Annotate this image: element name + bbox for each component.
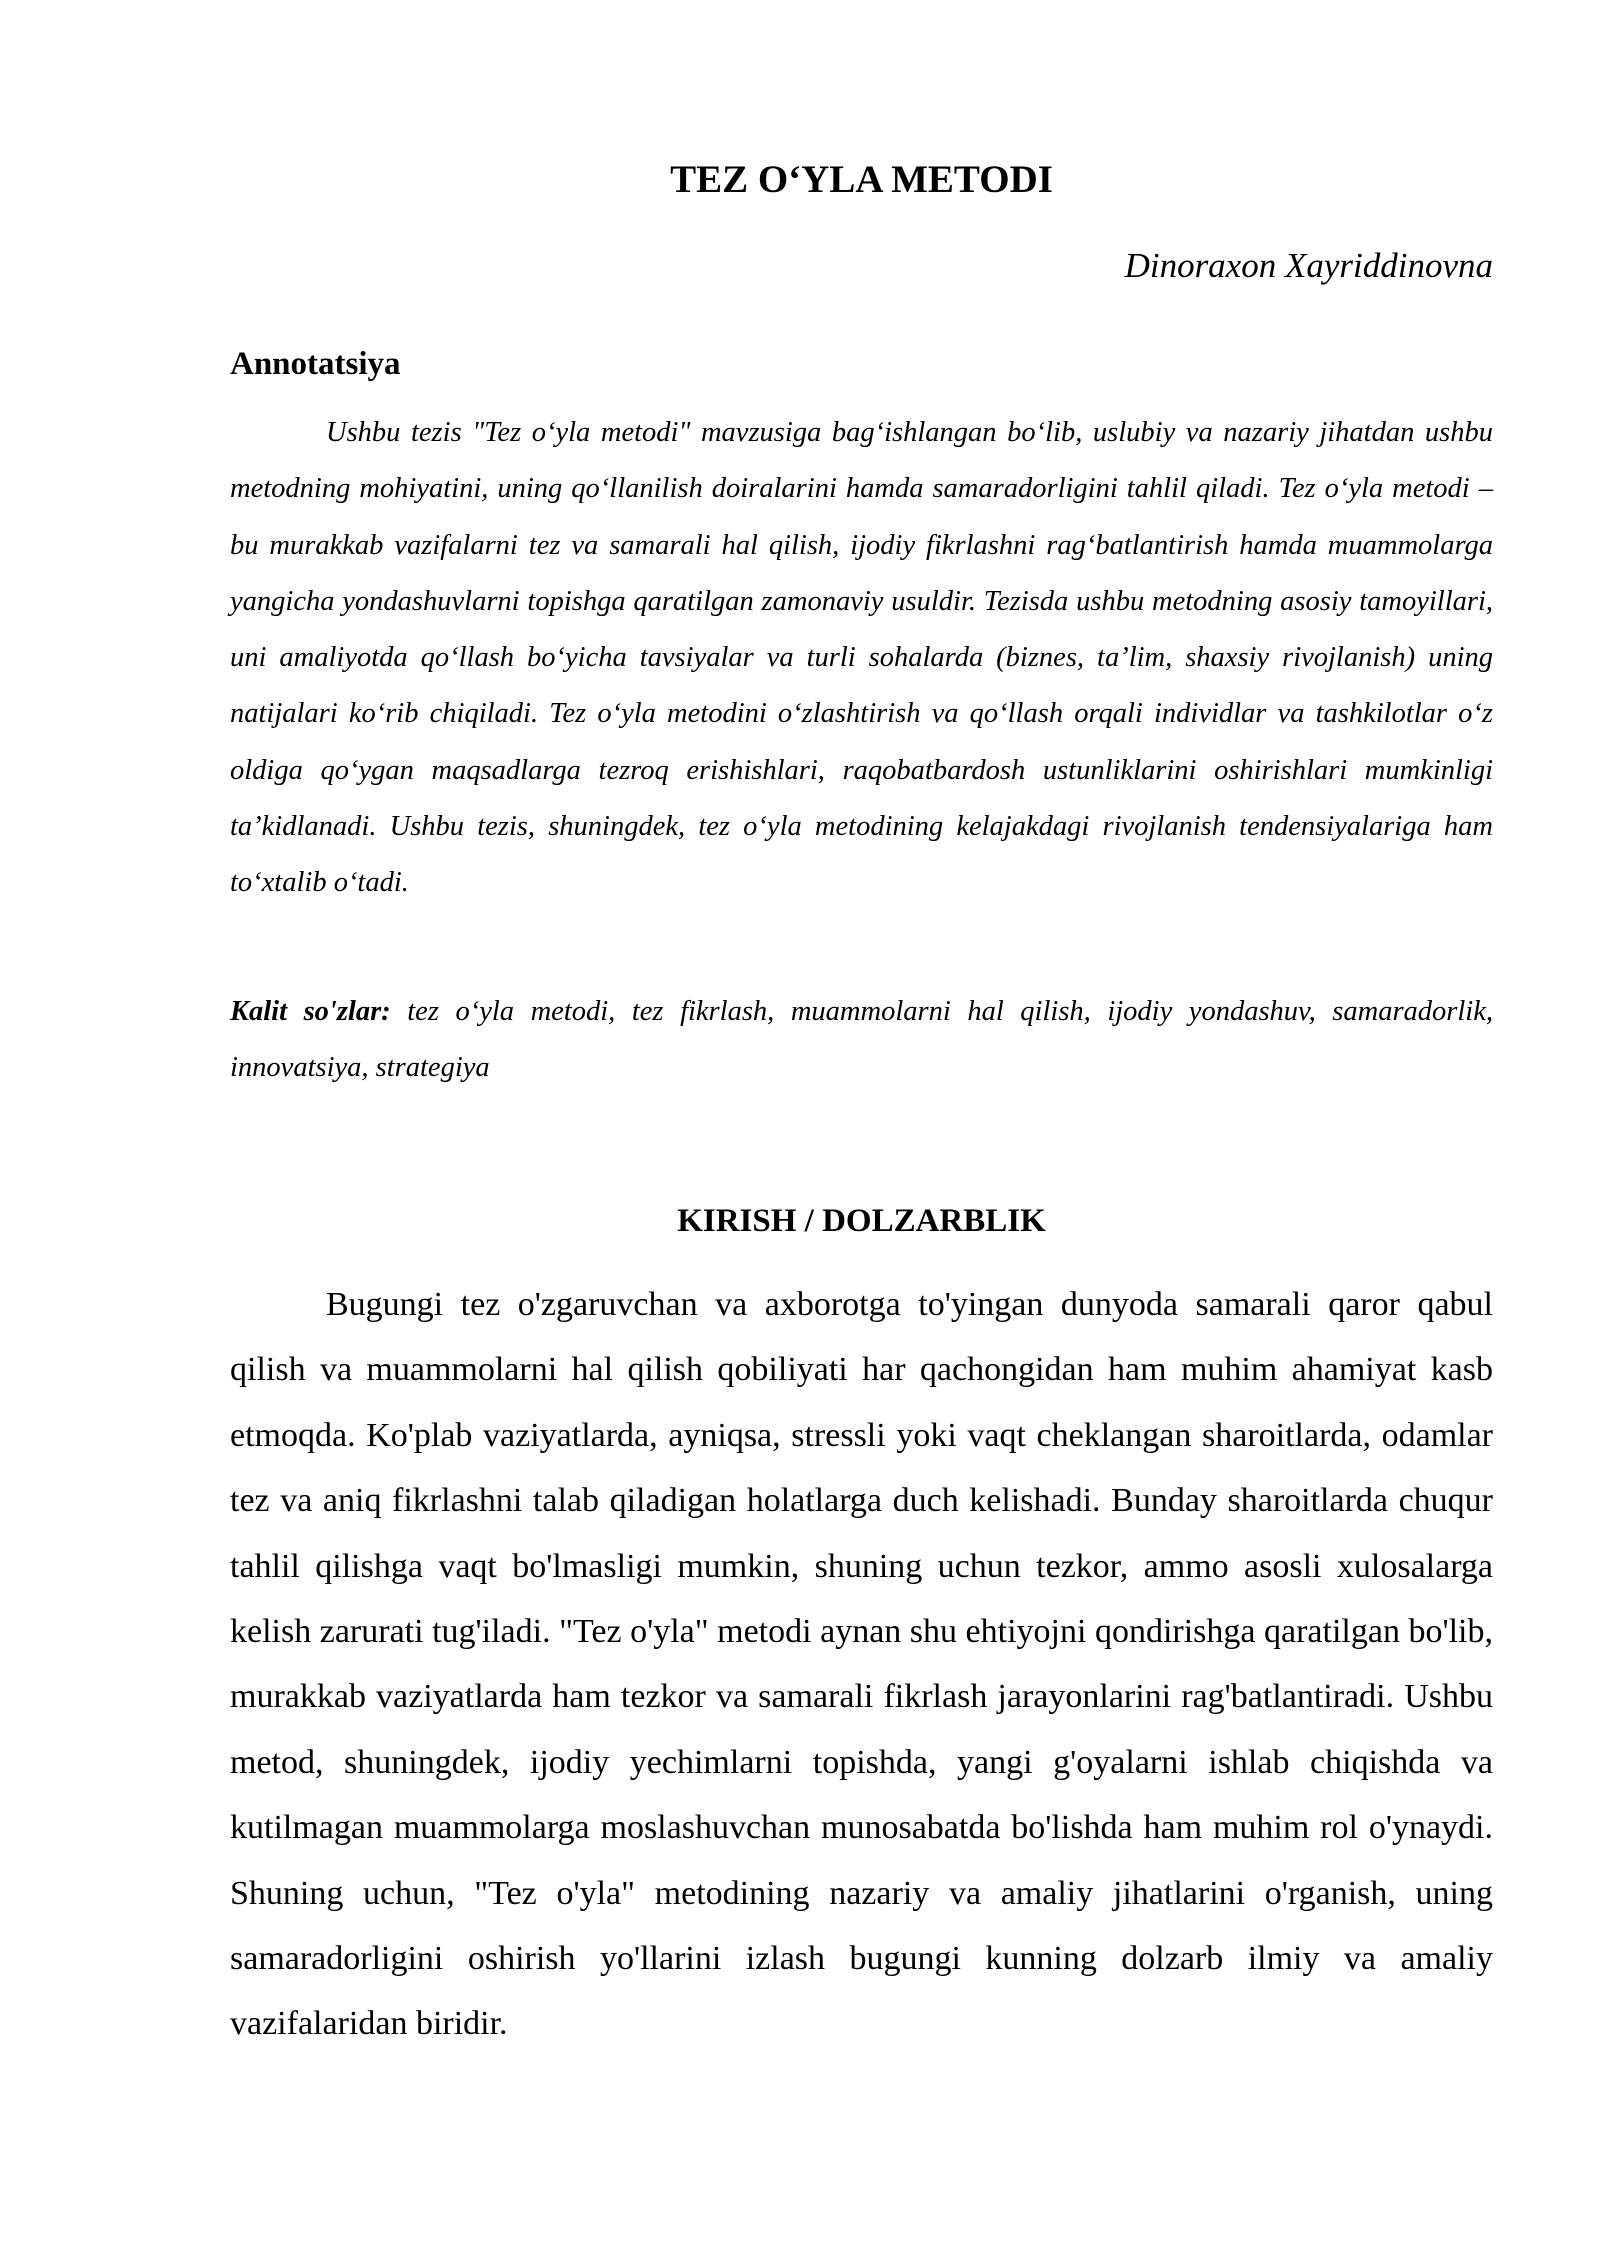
- keywords-text: tez o‘yla metodi, tez fikrlash, muammolarni hal qilish, ijodiy yondashuv, samaradorlik, innovatsiya, strategiya: [230, 996, 1493, 1083]
- keywords-paragraph: [230, 984, 1493, 1096]
- section-heading: KIRISH / DOLZARBLIK: [677, 1203, 1046, 1239]
- body-paragraph: Bugungi tez o'zgaruvchan va axborotga to'yingan dunyoda samarali qaror qabul qilish va muammolarni hal qilish qobiliyati har qachongidan ham muhim ahamiyat kasb etmoqda. Ko'plab vaziyatlarda, ayniqsa, stressli yoki vaqt cheklangan sharoitlarda, odamlar tez va aniq fikrlashni talab qiladigan holatlarga duch kelishadi. Bunday sharoitlarda chuqur tahlil qilishga vaqt bo'lmasligi mumkin, shuning uchun tezkor, ammo asosli xulosalarga kelish zarurati tug'iladi. "Tez o'yla" metodi aynan shu ehtiyojni qondirishga qaratilgan bo'lib, murakkab vaziyatlarda ham tezkor va samarali fikrlash jarayonlarini rag'batlantiradi. Ushbu metod, shuningdek, ijodiy yechimlarni topishda, yangi g'oyalarni ishlab chiqishda va kutilmagan muammolarga moslashuvchan munosabatda bo'lishda ham muhim rol o'ynaydi. Shuning uchun, "Tez o'yla" metodining nazariy va amaliy jihatlarini o'rganish, uning samaradorligini oshirish yo'llarini izlash bugungi kunning dolzarb ilmiy va amaliy vazifalaridan biridir.: [230, 1286, 1493, 2043]
- abstract-paragraph: Ushbu tezis "Tez o‘yla metodi" mavzusiga bag‘ishlangan bo‘lib, uslubiy va nazariy jihatdan ushbu metodning mohiyatini, uning qo‘llanilish doiralarini hamda samaradorligini tahlil qiladi. Tez o‘yla metodi – bu murakkab vazifalarni tez va samarali hal qilish, ijodiy fikrlashni rag‘batlantirish hamda muammolarga yangicha yondashuvlarni topishga qaratilgan zamonaviy usuldir. Tezisda ushbu metodning asosiy tamoyillari, uni amaliyotda qo‘llash bo‘yicha tavsiyalar va turli sohalarda (biznes, ta’lim, shaxsiy rivojlanish) uning natijalari ko‘rib chiqiladi. Tez o‘yla metodini o‘zlashtirish va qo‘llash orqali individlar va tashkilotlar o‘z oldiga qo‘ygan maqsadlarga tezroq erishishlari, raqobatbardosh ustunliklarini oshirishlari mumkinligi ta’kidlanadi. Ushbu tezis, shuningdek, tez o‘yla metodining kelajakdagi rivojlanish tendensiyalariga ham to‘xtalib o‘tadi.: [230, 417, 1493, 899]
- document-title: TEZ O‘YLA METODI: [670, 158, 1053, 201]
- annotation-heading: Annotatsiya: [230, 346, 401, 382]
- author-name: Dinoraxon Xayriddinovna: [1124, 246, 1493, 285]
- keywords-label: Kalit so'zlar:: [230, 996, 391, 1027]
